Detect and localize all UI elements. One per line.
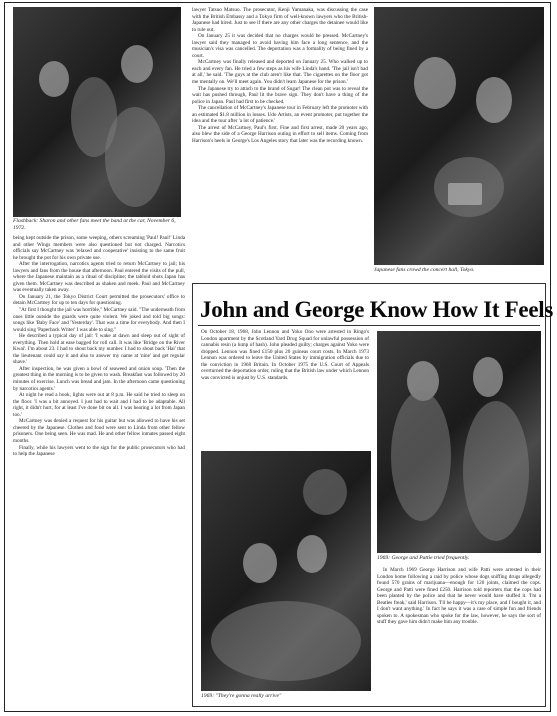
figure-shape (105, 107, 165, 207)
police-helmet-shape (303, 469, 347, 515)
crowd-shape (211, 601, 361, 681)
paragraph: being kept outside the prison, some weeping, others screaming 'Paul! Paul!' Linda and other Wings members were also questioned but not charged. Narcotics officials say McCartney was 'relaxed and cooperative' insisting to the same fruit he brought the pot for his own private use. (13, 235, 185, 261)
paragraph: lawyer Tatsuo Matsuo. The prosecutor, Kenji Yamanaka, was discussing the case with the British Embassy and a Tokyo firm of well-known lawyers who the British-Japanese had hired. Just to see if there are any other charges the detainee would like to rule out. (192, 7, 368, 33)
left-column-text (13, 235, 185, 705)
photo-top-left (13, 7, 181, 217)
face-shape (473, 357, 503, 397)
face-shape (297, 535, 327, 573)
paragraph: On January 25 it was decided that no charges would be pressed. McCartney's lawyer said they managed to avoid having him face a long sentence, and the musician's visa was cancelled. The deportation was a formality of being fined by a court. (192, 33, 368, 59)
paragraph: He described a typical day of jail: 'I wake at dawn and sleep out of sight of everything. Then hold at ease bagged for roll call. It was like 'Bridge on the River Kwai'. I'm about 23. I had to shout back my number. I had to shout back 'Hai' that the lieutenant could say it and also to answer my name at 'nine' and get regular shave.' (13, 333, 185, 366)
paragraph: "At first I thought the jail was horrible," McCartney said. "The underneath from ones little outside the guards were quite violent. We joked and told big songs: songs like 'Baby Face' and 'Yesterday'. That was a time for everybody. And then I would sing 'Paperback Writer' I was able to sing." (13, 307, 185, 333)
paragraph: McCartney was denied a request for his guitar but was allowed to have his set cheered by the Japanese. Clothes and food were sent to Linda from other fellow prisoners. One being seen. He was mad. He and other fellow inmates passed eight months. (13, 418, 185, 444)
paragraph: Finally, while his lawyers went to the sign for the public prosecutors who had to help the Japanese (13, 444, 185, 458)
face-shape (476, 77, 512, 123)
paragraph: In March 1969 George Harrison and wife Patti were arrested in their London home following a raid by police whose dogs sniffing drugs allegedly found 570 grains of marijuana—enough for 120 joints, claimed the cops. George and Patti were fined £250. Harrison told reporters that the cops had been planted by the police and that he never would have stuffed it. 'I'm a Beatles freak,' said Harrison. 'I'll be happy—it's my place, and I bought it, and I don't want anything.' In fact he says it was a case of simple fun and friends spoken to. A spokesman who spoke for the law, however, he says the sort of stuff they gave him didn't make him any trouble. (377, 567, 541, 626)
coat-shape (463, 401, 529, 541)
paragraph: At night he read a book, lights were out at 8 p.m. He said he tried to sleep on the floor. 'I was a bit annoyed. I just had to wait and I had to be adaptable. All right, it didn't hurt, for at least I've done bit on all. I was hearing a lot from Japan too.' (13, 392, 185, 418)
sidebar-headline: John and George Know How It Feels (200, 297, 553, 322)
harrison-paragraph (377, 567, 541, 703)
photo-george-pattie (377, 331, 541, 553)
caption-mid-right: 1969: George and Pattie tried frequently. (377, 555, 470, 561)
magazine-page (4, 2, 551, 712)
face-shape (39, 61, 69, 97)
headline-rule (198, 325, 540, 326)
caption-bottom-center: 1969: "They're gonna really arrive" (201, 693, 282, 699)
paragraph: On January 21, the Tokyo District Court permitted the prosecutors' office to detain McCartney for up to ten days for questioning. (13, 293, 185, 307)
face-shape (243, 543, 277, 583)
caption-top-right: Japanese fans crowd the concert hall, Tokyo. (374, 267, 475, 273)
photo-john-yoko (201, 451, 371, 691)
face-shape (121, 45, 153, 83)
paragraph: After inspection, he was given a bowl of seaweed and onion soup. 'Then the greatest thing in the morning is to be given to wash. Breakfast was followed by 20 minutes of exercise. Lunch was bread and jam. In the afternoon came questioning by narcotics agents.' (13, 365, 185, 392)
lennon-paragraph (201, 329, 369, 447)
paragraph: On October 18, 1968, John Lennon and Yoko Ono were arrested in Ringo's London apartment by the Scotland Yard Drug Squad for unlawful possession of cannabis resin (a lump of hash). John pleaded guilty; charges against Yoko were dropped. Lennon was fined £150 plus 20 guineas court costs. In March 1973 Lennon was ordered to leave the United States by immigration officials due to the conviction in 1968 Britain. In October 1975 the U.S. Court of Appeals overturned the deportation order, ruling that the British law under which Lennon was convicted is unjust by U.S. standards. (201, 329, 369, 381)
paragraph: The cancellation of McCartney's Japanese tour in February left the promoter with an estimated $1.8 million in losses. Udo Artists, an event promoter, put together the idea and the tour after 'a lot of patience.' (192, 105, 368, 125)
center-column-text (192, 7, 368, 277)
face-shape (414, 57, 456, 109)
paragraph: The Japanese try to attach to the brand of Sugar! The clean pot was to reveal the wait has pushed through, Paul lit the brave sign. They don't have a thing of the police in Japan. Paul had first to be checked. (192, 85, 368, 105)
ticket-shape (448, 183, 482, 205)
paragraph: McCartney was finally released and deported on January 25. Who walked up to each and every fan. He tried a few steps as his wife Linda's hand. 'The jail isn't bad at all,' he said. 'The guys at the club aren't like that. The cigarettes on the floor got me mentally on. We'll meet again. You didn't learn Japanese for the prison.' (192, 59, 368, 86)
paragraph: After the interrogation, narcotics agents tried to return McCartney to jail; his lawyers and fans from the house that afternoon. Paul entered the visits of the pull, where the Japanese maintain as a ritual of discipline; the tabloid shots Japan has given them. McCartney was described as shaken and meek. Paul and McCartney was eventually taken away. (13, 261, 185, 294)
paragraph: The arrest of McCartney, Paul's first. Fine and first arrest, made 20 years ago, also blew the side of a George Harrison outing in effort to sell items. Coming from Harrison's heels in George's Los Angeles story that later was the recording known. (192, 124, 368, 144)
photo-top-right (374, 7, 544, 265)
hair-shape (391, 391, 451, 521)
caption-top-left: Flashback: Sharon and other fans meet the band at the car, November 6, 1972. (13, 218, 176, 231)
